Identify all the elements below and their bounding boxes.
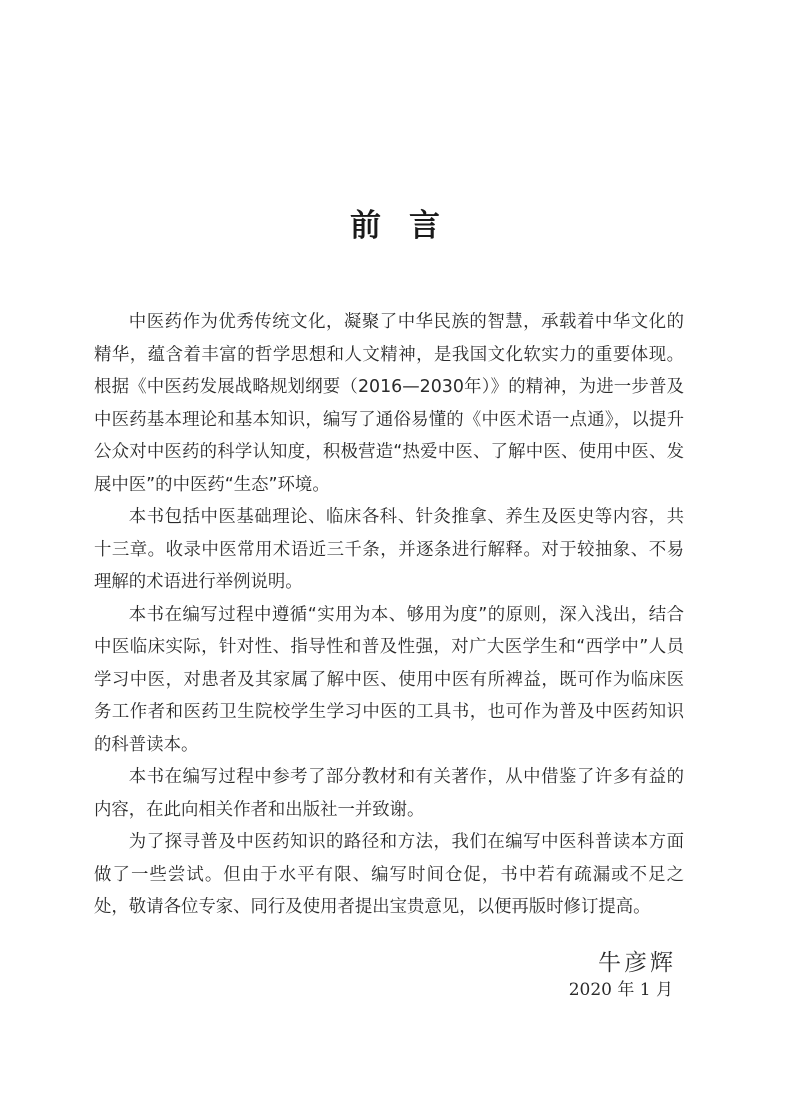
paragraph-5: 为了探寻普及中医药知识的路径和方法，我们在编写中医科普读本方面做了一些尝试。但由于水平有限、编写时间仓促，书中若有疏漏或不足之处，敬请各位专家、同行及使用者提出宝贵意见，以便再版时修订提高。	[94, 832, 684, 917]
paragraph-1: 中医药作为优秀传统文化，凝聚了中华民族的智慧，承载着中华文化的精华，蕴含着丰富的哲学思想和人文精神，是我国文化软实力的重要体现。根据《中医药发展战略规划纲要（2016—2030年）》的精神，为进一步普及中医药基本理论和基本知识，编写了通俗易懂的《中医术语一点通》，以提升公众对中医药的科学认知度，积极营造“热爱中医、了解中医、使用中医、发展中医”的中医药“生态”环境。	[94, 312, 684, 495]
page-title: 前言	[350, 208, 468, 244]
author-signature: 牛彦辉	[598, 950, 676, 976]
paragraph-4: 本书在编写过程中参考了部分教材和有关著作，从中借鉴了许多有益的内容，在此向相关作者和出版社一并致谢。	[94, 767, 684, 820]
preface-body	[94, 306, 684, 924]
paragraph-3: 本书在编写过程中遵循“实用为本、够用为度”的原则，深入浅出，结合中医临床实际，针对性、指导性和普及性强，对广大医学生和“西学中”人员学习中医，对患者及其家属了解中医、使用中医有所裨益，既可作为临床医务工作者和医药卫生院校学生学习中医的工具书，也可作为普及中医药知识的科普读本。	[94, 604, 684, 755]
paragraph-2: 本书包括中医基础理论、临床各科、针灸推拿、养生及医史等内容，共十三章。收录中医常用术语近三千条，并逐条进行解释。对于较抽象、不易理解的术语进行举例说明。	[94, 507, 684, 592]
signature-date: 2020 年 1 月	[568, 980, 673, 1000]
